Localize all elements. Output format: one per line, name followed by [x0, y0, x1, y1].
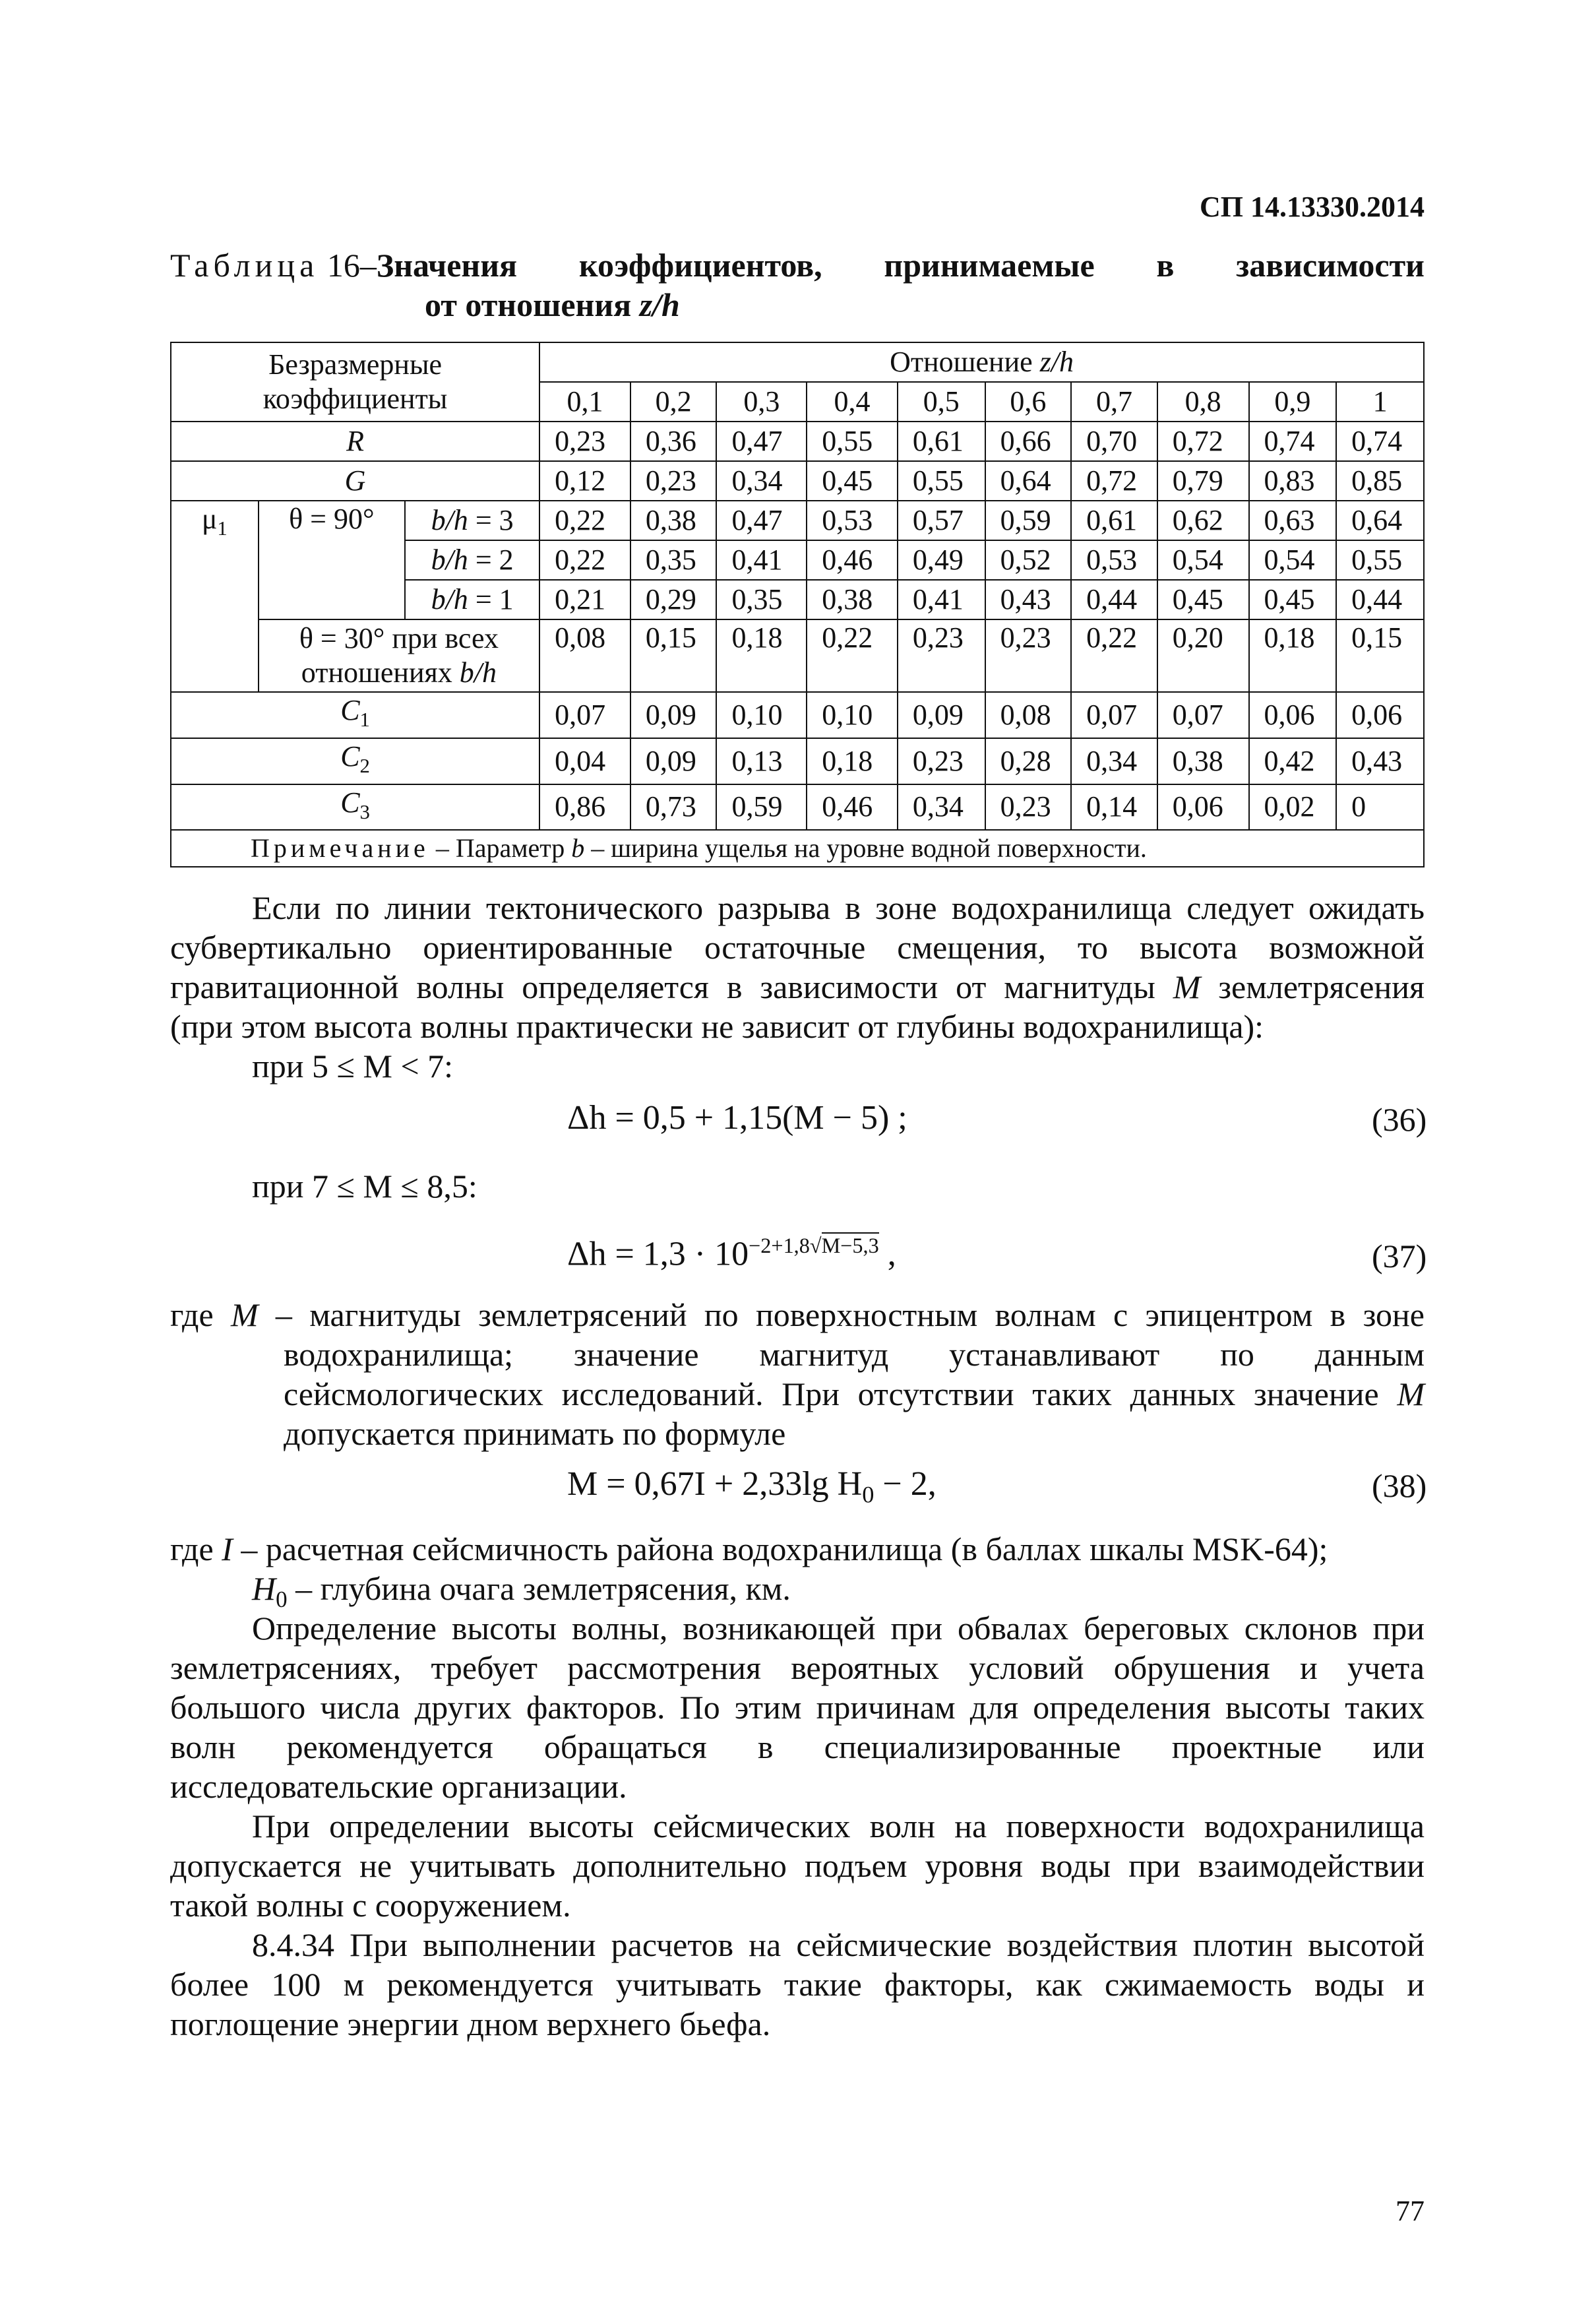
paragraph-3: При определении высоты сейсмических волн на поверхности водохранилища допускается не учитывать дополнительно подъем уровня воды при взаимодействии такой волны с сооружением. [170, 1808, 1425, 1924]
cell: 0,59 [716, 784, 807, 831]
cell: 0,09 [898, 692, 985, 738]
cell: 0,34 [1071, 738, 1157, 784]
table-label: Таблица [170, 247, 319, 284]
cell: 0,07 [1071, 692, 1157, 738]
table-number: 16 [326, 247, 360, 284]
cell: 0,08 [539, 619, 630, 692]
cell: 0,23 [898, 619, 985, 692]
equation-number-37: (37) [1372, 1238, 1427, 1275]
row-label: $C_3$ [171, 784, 539, 831]
cell: 0,18 [807, 738, 898, 784]
column-header: 0,6 [985, 382, 1072, 422]
cell: 0,44 [1336, 580, 1424, 619]
coefficients-table [170, 342, 1425, 867]
formula-37: $\Delta h = 1,3 \cdot 10^{-2+1,8√M-5,3}$ , [567, 1234, 896, 1273]
cell: 0,18 [716, 619, 807, 692]
document-code: СП 14.13330.2014 [1200, 191, 1425, 223]
cell: 0,52 [985, 540, 1072, 580]
cell: 0,70 [1071, 422, 1157, 461]
row-label-bh: b/h = 3 [405, 501, 539, 540]
cell: 0,85 [1336, 461, 1424, 501]
cell: 0 [1336, 784, 1424, 831]
cell: 0,22 [807, 619, 898, 692]
table-row-c2 [171, 738, 1424, 784]
cell: 0,55 [898, 461, 985, 501]
page-number: 77 [1396, 2195, 1425, 2227]
cell: 0,53 [807, 501, 898, 540]
where-i-block: где I – расчетная сейсмичность района водохранилища (в баллах шкалы MSK-64); $H_0$ – глубина очага землетрясения, км. [170, 1530, 1328, 1612]
row-label: G [171, 461, 539, 501]
row-label-mu: $\mu_1$ [171, 501, 259, 692]
cell: 0,47 [716, 501, 807, 540]
cell: 0,55 [1336, 540, 1424, 580]
cell: 0,15 [1336, 619, 1424, 692]
cell: 0,22 [539, 540, 630, 580]
cell: 0,02 [1249, 784, 1337, 831]
cell: 0,06 [1249, 692, 1337, 738]
column-header: 0,7 [1071, 382, 1157, 422]
row-label-bh: b/h = 2 [405, 540, 539, 580]
cell: 0,34 [898, 784, 985, 831]
cell: 0,23 [985, 784, 1072, 831]
table-title-line-1: Таблица 16–Значения коэффициентов, принимаемые в зависимости [170, 247, 1425, 284]
table-title-line-2: от отношения z/h [425, 286, 680, 323]
row-label: $C_2$ [171, 738, 539, 784]
where-m-block: где M – магнитуды землетрясений по поверхностным волнам с эпицентром в зоне водохранилища; значение магнитуд устанавливают по данным сейсмологических исследований. При отсутствии таких данных значение M допускается принимать по формуле [170, 1296, 1425, 1452]
cell: 0,74 [1336, 422, 1424, 461]
cell: 0,79 [1157, 461, 1249, 501]
formula-36: Δh = 0,5 + 1,15(M − 5) ; [567, 1099, 907, 1137]
cell: 0,09 [630, 692, 717, 738]
cell: 0,74 [1249, 422, 1337, 461]
cell: 0,83 [1249, 461, 1337, 501]
cell: 0,15 [630, 619, 717, 692]
cell: 0,34 [716, 461, 807, 501]
cell: 0,21 [539, 580, 630, 619]
cell: 0,20 [1157, 619, 1249, 692]
cell: 0,61 [898, 422, 985, 461]
cell: 0,45 [807, 461, 898, 501]
table-row-mu-theta30 [171, 619, 1424, 692]
cell: 0,73 [630, 784, 717, 831]
cell: 0,62 [1157, 501, 1249, 540]
cell: 0,06 [1336, 692, 1424, 738]
formula-38: M = 0,67I + 2,33lg $H_0 - 2$, [567, 1465, 936, 1508]
cell: 0,54 [1249, 540, 1337, 580]
equation-number-36: (36) [1372, 1101, 1427, 1138]
row-label: R [171, 422, 539, 461]
cell: 0,23 [898, 738, 985, 784]
cell: 0,22 [539, 501, 630, 540]
cell: 0,54 [1157, 540, 1249, 580]
table-row-mu-bh3 [171, 501, 1424, 540]
table-title [170, 245, 1425, 325]
cell: 0,64 [985, 461, 1072, 501]
cell: 0,08 [985, 692, 1072, 738]
column-header: 1 [1336, 382, 1424, 422]
cell: 0,28 [985, 738, 1072, 784]
cell: 0,10 [807, 692, 898, 738]
cell: 0,23 [539, 422, 630, 461]
cell: 0,45 [1157, 580, 1249, 619]
table-row-g [171, 461, 1424, 501]
cell: 0,46 [807, 784, 898, 831]
cell: 0,04 [539, 738, 630, 784]
cell: 0,38 [807, 580, 898, 619]
header-dimensionless: Безразмерные коэффициенты [171, 342, 539, 422]
cell: 0,42 [1249, 738, 1337, 784]
cell: 0,44 [1071, 580, 1157, 619]
paragraph-2: Определение высоты волны, возникающей при обвалах береговых склонов при землетрясениях, требует рассмотрения вероятных условий обрушения и учета большого числа других факторов. По этим причинам для определения высоты таких волн рекомендуется обращаться в специализированные проектные или исследовательские организации. [170, 1610, 1425, 1805]
header-ratio: Отношение z/h [539, 342, 1424, 382]
row-label-bh: b/h = 1 [405, 580, 539, 619]
table-header-row [171, 342, 1424, 382]
cell: 0,13 [716, 738, 807, 784]
cell: 0,07 [1157, 692, 1249, 738]
cell: 0,36 [630, 422, 717, 461]
cell: 0,66 [985, 422, 1072, 461]
cell: 0,57 [898, 501, 985, 540]
cell: 0,29 [630, 580, 717, 619]
cell: 0,35 [630, 540, 717, 580]
paragraph-1: Если по линии тектонического разрыва в зоне водохранилища следует ожидать субвертикально ориентированные остаточные смещения, то высота возможной гравитационной волны определяется в зависимости от магнитуды M землетрясения (при этом высота волны практически не зависит от глубины водохранилища): при 5 ≤ M < 7: [170, 889, 1425, 1085]
cell: 0,64 [1336, 501, 1424, 540]
table-note: Примечание – Параметр b – ширина ущелья на уровне водной поверхности. [171, 830, 1424, 867]
table-note-row [171, 830, 1424, 867]
column-header: 0,8 [1157, 382, 1249, 422]
cell: 0,41 [716, 540, 807, 580]
equation-number-38: (38) [1372, 1467, 1427, 1504]
cell: 0,09 [630, 738, 717, 784]
cell: 0,55 [807, 422, 898, 461]
column-header: 0,3 [716, 382, 807, 422]
cell: 0,63 [1249, 501, 1337, 540]
cell: 0,10 [716, 692, 807, 738]
cell: 0,22 [1071, 619, 1157, 692]
cell: 0,43 [1336, 738, 1424, 784]
cell: 0,06 [1157, 784, 1249, 831]
cell: 0,46 [807, 540, 898, 580]
row-label: $C_1$ [171, 692, 539, 738]
column-header: 0,5 [898, 382, 985, 422]
cell: 0,72 [1157, 422, 1249, 461]
cell: 0,47 [716, 422, 807, 461]
cell: 0,43 [985, 580, 1072, 619]
cell: 0,14 [1071, 784, 1157, 831]
cell: 0,23 [985, 619, 1072, 692]
row-label-theta30: θ = 30° при всех отношениях b/h [259, 619, 540, 692]
cell: 0,35 [716, 580, 807, 619]
column-header: 0,2 [630, 382, 717, 422]
cell: 0,38 [630, 501, 717, 540]
cell: 0,18 [1249, 619, 1337, 692]
table-row-c3 [171, 784, 1424, 831]
column-header: 0,1 [539, 382, 630, 422]
table-row-r [171, 422, 1424, 461]
cell: 0,59 [985, 501, 1072, 540]
column-header: 0,4 [807, 382, 898, 422]
paragraph-8-4-34: 8.4.34 При выполнении расчетов на сейсмические воздействия плотин высотой более 100 м рекомендуется учитывать такие факторы, как сжимаемость воды и поглощение энергии дном верхнего бьефа. [170, 1926, 1425, 2042]
row-label-theta90: θ = 90° [259, 501, 405, 619]
cell: 0,45 [1249, 580, 1337, 619]
cell: 0,38 [1157, 738, 1249, 784]
condition-1: при 5 ≤ M < 7: [252, 1048, 454, 1085]
cell: 0,86 [539, 784, 630, 831]
cell: 0,61 [1071, 501, 1157, 540]
cell: 0,23 [630, 461, 717, 501]
cell: 0,72 [1071, 461, 1157, 501]
column-header: 0,9 [1249, 382, 1337, 422]
cell: 0,49 [898, 540, 985, 580]
cell: 0,41 [898, 580, 985, 619]
table-row-c1 [171, 692, 1424, 738]
cell: 0,12 [539, 461, 630, 501]
cell: 0,53 [1071, 540, 1157, 580]
cell: 0,07 [539, 692, 630, 738]
condition-2: при 7 ≤ M ≤ 8,5: [252, 1168, 477, 1205]
